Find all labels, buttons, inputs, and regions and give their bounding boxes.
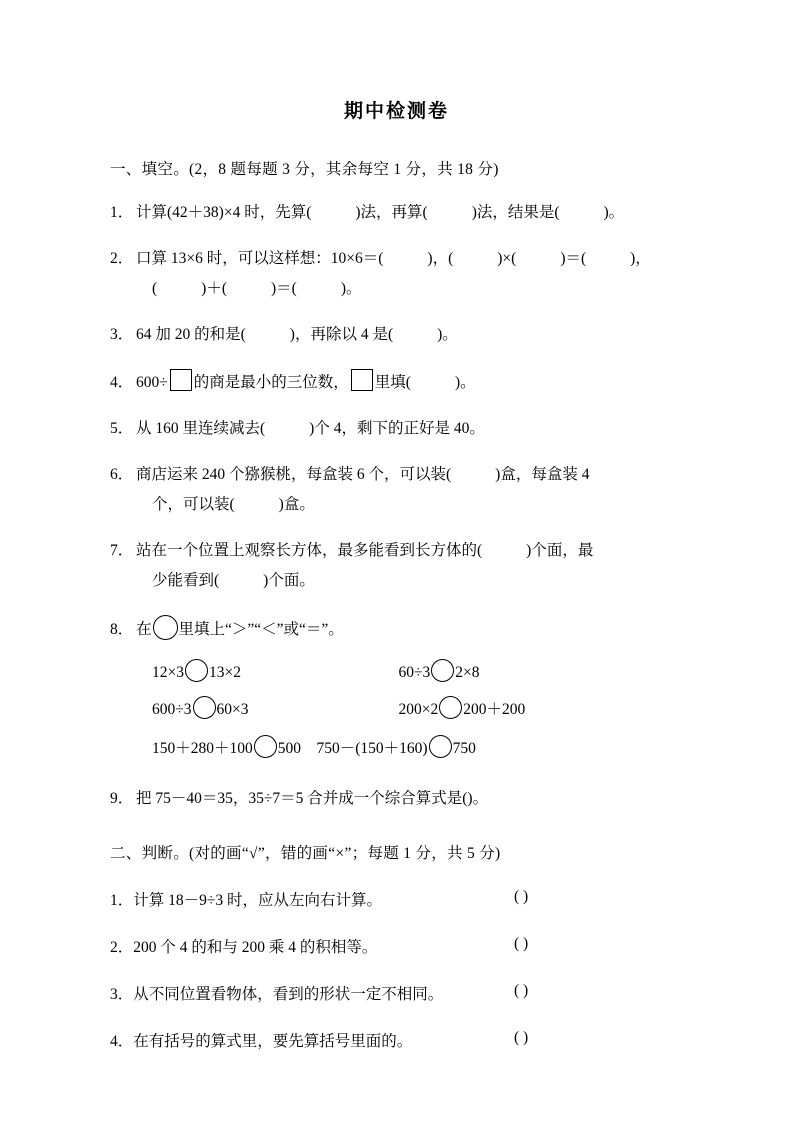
compare-cell-2a <box>152 689 249 726</box>
question-8-text-a: 在 <box>136 621 152 639</box>
compare-1a-left: 12×3 <box>152 664 184 682</box>
judge-4-answer-paren[interactable]: ( ) <box>514 1029 529 1047</box>
judge-3-answer-paren[interactable]: ( ) <box>514 982 529 1000</box>
question-6-number: 6． <box>110 466 134 484</box>
question-2-line2-d: )。 <box>340 280 362 298</box>
compare-1a-right: 13×2 <box>209 664 241 682</box>
judge-4-text: 在有括号的算式里，要先算括号里面的。 <box>133 1033 413 1051</box>
judge-2-answer-paren[interactable]: ( ) <box>514 935 529 953</box>
compare-circle-icon-1[interactable] <box>185 659 208 682</box>
question-6-line1-a: 商店运来 240 个猕猴桃，每盒装 6 个，可以装( <box>136 466 452 484</box>
answer-box-icon <box>170 369 192 391</box>
compare-3-right: 500 <box>277 740 302 758</box>
compare-cell-3 <box>152 726 525 765</box>
question-8 <box>110 615 793 642</box>
compare-3-left: 150＋280＋100 <box>152 740 253 758</box>
question-2-line2-a: ( <box>152 280 158 298</box>
question-2-line1-e: )， <box>630 250 651 268</box>
judge-1-answer-paren[interactable]: ( ) <box>514 888 529 906</box>
question-5 <box>110 417 793 441</box>
question-7-line2-a: 少能看到( <box>152 572 220 590</box>
question-2-line2-c: )＝( <box>271 280 297 298</box>
question-7 <box>110 539 793 563</box>
judge-item-1 <box>110 888 793 910</box>
judge-4-number: 4． <box>110 1033 134 1051</box>
question-2-line1-b: )，( <box>427 250 454 268</box>
question-4-text-c: 里填( <box>374 374 411 392</box>
question-2-number: 2． <box>110 250 134 268</box>
compare-cell-2b <box>249 689 526 726</box>
answer-box-icon-2 <box>351 369 373 391</box>
question-1-text-a: 计算(42＋38)×4 时，先算( <box>136 204 312 221</box>
question-3-text-b: )，再除以 4 是( <box>289 326 394 344</box>
compare-2b-right: 200＋200 <box>463 701 526 719</box>
judge-2-number: 2． <box>110 939 134 957</box>
question-3-text-a: 64 加 20 的和是( <box>136 326 246 344</box>
question-4-number: 4． <box>110 374 134 392</box>
question-5-text-b: )个 4，剩下的正好是 40。 <box>309 420 485 438</box>
compare-row-1 <box>152 652 525 689</box>
question-1-text-c: )法，结果是( <box>471 204 560 221</box>
question-6-line2 <box>152 493 793 517</box>
question-6-line2-a: 个，可以装( <box>152 496 235 514</box>
compare-3-left2: 750－(150＋160) <box>316 740 428 758</box>
judge-3-number: 3． <box>110 986 134 1004</box>
question-1-text-b: )法，再算( <box>355 204 428 221</box>
question-5-text-a: 从 160 里连续减去( <box>136 420 266 438</box>
compare-circle-icon <box>153 615 178 640</box>
page-title: 期中检测卷 <box>343 101 449 122</box>
judge-item-2 <box>110 935 793 957</box>
judge-3-text: 从不同位置看物体，看到的形状一定不相同。 <box>133 986 444 1004</box>
question-9-text: 把 75－40＝35，35÷7＝5 合并成一个综合算式是()。 <box>136 790 489 808</box>
compare-circle-icon-4[interactable] <box>439 696 462 719</box>
compare-cell-1a <box>152 652 249 689</box>
question-8-text-b: 里填上“＞”“＜”或“＝”。 <box>178 621 344 639</box>
question-2 <box>110 247 793 271</box>
compare-circle-icon-5[interactable] <box>254 735 277 758</box>
question-3-number: 3． <box>110 326 134 344</box>
section-2-heading: 二、判断。(对的画“√”，错的画“×”；每题 1 分，共 5 分) <box>110 845 501 863</box>
compare-1b-left: 60÷3 <box>398 664 431 682</box>
question-5-number: 5． <box>110 420 134 438</box>
question-1-text-d: )。 <box>603 204 625 221</box>
judge-item-4 <box>110 1029 793 1051</box>
question-3 <box>110 323 793 347</box>
question-7-line1-a: 站在一个位置上观察长方体，最多能看到长方体的( <box>136 542 483 560</box>
compare-2b-left: 200×2 <box>398 701 439 719</box>
question-1-number: 1． <box>110 204 134 221</box>
compare-circle-icon-3[interactable] <box>193 696 216 719</box>
compare-cell-1b <box>249 652 526 689</box>
question-2-line1-d: )＝( <box>560 250 587 268</box>
question-7-number: 7． <box>110 542 134 560</box>
question-2-line2 <box>152 277 793 301</box>
section-1-heading: 一、填空。(2，8 题每题 3 分，其余每空 1 分，共 18 分) <box>110 161 499 178</box>
compare-row-3 <box>152 726 525 765</box>
question-7-line1-b: )个面，最 <box>526 542 594 560</box>
question-3-text-c: )。 <box>437 326 458 344</box>
judge-1-text: 计算 18－9÷3 时，应从左向右计算。 <box>133 892 383 910</box>
judge-2-text: 200 个 4 的和与 200 乘 4 的积相等。 <box>133 939 378 957</box>
compare-2a-left: 600÷3 <box>152 701 192 719</box>
question-6-line2-b: )盒。 <box>278 496 315 514</box>
question-6-line1-b: )盒，每盒装 4 <box>495 466 590 484</box>
compare-circle-icon-2[interactable] <box>431 659 454 682</box>
judge-1-number: 1． <box>110 892 134 910</box>
question-4-text-b: 的商是最小的三位数， <box>193 374 349 392</box>
question-6 <box>110 463 793 487</box>
question-7-line2 <box>152 569 793 593</box>
judge-item-3 <box>110 982 793 1004</box>
question-4 <box>110 369 793 395</box>
question-7-line2-b: )个面。 <box>263 572 315 590</box>
question-2-line1-a: 口算 13×6 时，可以这样想：10×6＝( <box>136 250 384 268</box>
question-2-line2-b: )＋( <box>201 280 227 298</box>
question-9-number: 9． <box>110 790 134 808</box>
compare-circle-icon-6[interactable] <box>429 735 452 758</box>
compare-table <box>152 652 525 765</box>
question-2-line1-c: )×( <box>497 250 517 268</box>
question-1 <box>110 201 793 225</box>
compare-3-right2: 750 <box>452 740 476 758</box>
compare-2a-right: 60×3 <box>216 701 249 719</box>
question-8-number: 8． <box>110 621 134 639</box>
question-4-text-d: )。 <box>454 374 476 392</box>
compare-1b-right: 2×8 <box>455 664 480 682</box>
compare-row-2 <box>152 689 525 726</box>
question-4-text-a: 600÷ <box>136 374 168 392</box>
question-9 <box>110 787 793 811</box>
